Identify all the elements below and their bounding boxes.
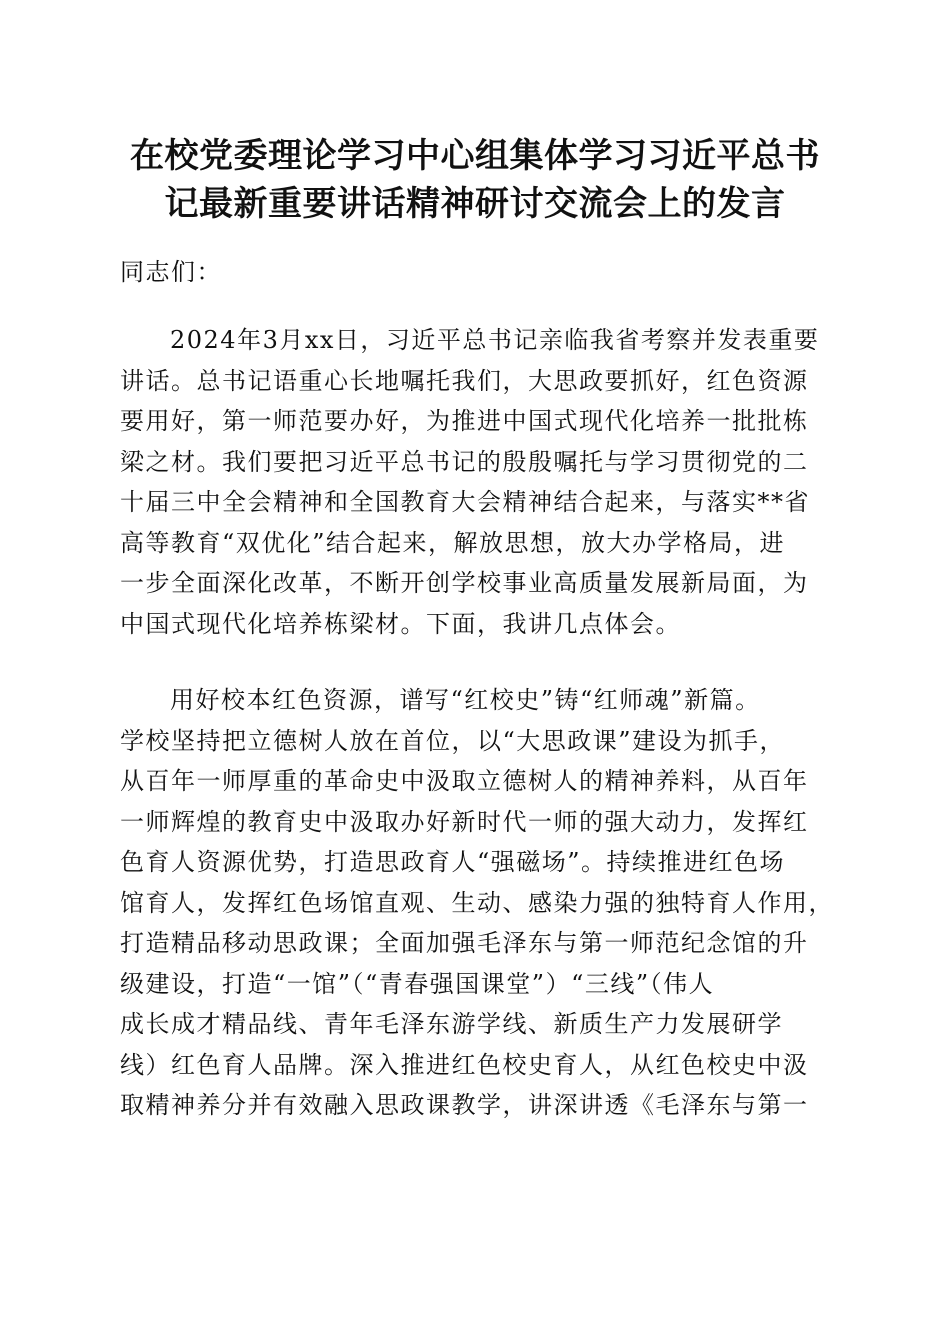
title-line-1: 在校党委理论学习中心组集体学习习近平总书 [130,136,820,176]
paragraph-line: 成长成才精品线、青年毛泽东游学线、新质生产力发展研学 [120,1010,783,1038]
paragraph-2 [120,680,834,1126]
paragraph-line: 要用好，第一师范要办好，为推进中国式现代化培养一批批栋 [120,407,809,435]
paragraph-line: 一步全面深化改革，不断开创学校事业高质量发展新局面，为 [120,569,809,597]
paragraph-line: 级建设，打造“一馆”（“青春强国课堂”）“三线”（伟人 [120,969,715,998]
greeting: 同志们： [120,258,222,286]
paragraph-line: 梁之材。我们要把习近平总书记的殷殷嘱托与学习贯彻党的二 [120,447,809,476]
title-line-2: 记最新重要讲话精神研讨交流会上的发言 [164,184,786,224]
document-title [100,132,850,228]
paragraph-line: 一师辉煌的教育史中汲取办好新时代一师的强大动力，发挥红 [120,807,809,836]
paragraph-line: 讲话。总书记语重心长地嘱托我们，大思政要抓好，红色资源 [120,366,809,395]
paragraph-line: 线）红色育人品牌。深入推进红色校史育人，从红色校史中汲 [120,1050,809,1079]
paragraph-line: 馆育人，发挥红色场馆直观、生动、感染力强的独特育人作用， [120,888,834,917]
paragraph-line: 色育人资源优势，打造思政育人“强磁场”。持续推进红色场 [120,848,786,876]
paragraph-line: 用好校本红色资源，谱写“红校史”铸“红师魂”新篇。 [170,686,761,714]
paragraph-line: 中国式现代化培养栋梁材。下面，我讲几点体会。 [120,609,681,638]
paragraph-line: 十届三中全会精神和全国教育大会精神结合起来，与落实**省 [120,488,810,516]
paragraph-line: 学校坚持把立德树人放在首位，以“大思政课”建设为抓手， [120,726,786,755]
paragraph-line: 打造精品移动思政课；全面加强毛泽东与第一师范纪念馆的升 [120,929,809,957]
paragraph-line: 取精神养分并有效融入思政课教学，讲深讲透《毛泽东与第一 [120,1091,809,1119]
paragraph-1 [120,320,826,644]
paragraph-line: 2024年3月xx日，习近平总书记亲临我省考察并发表重要 [170,326,820,354]
paragraph-line: 从百年一师厚重的革命史中汲取立德树人的精神养料，从百年 [120,767,809,795]
paragraph-line: 高等教育“双优化”结合起来，解放思想，放大办学格局，进 [120,528,786,557]
